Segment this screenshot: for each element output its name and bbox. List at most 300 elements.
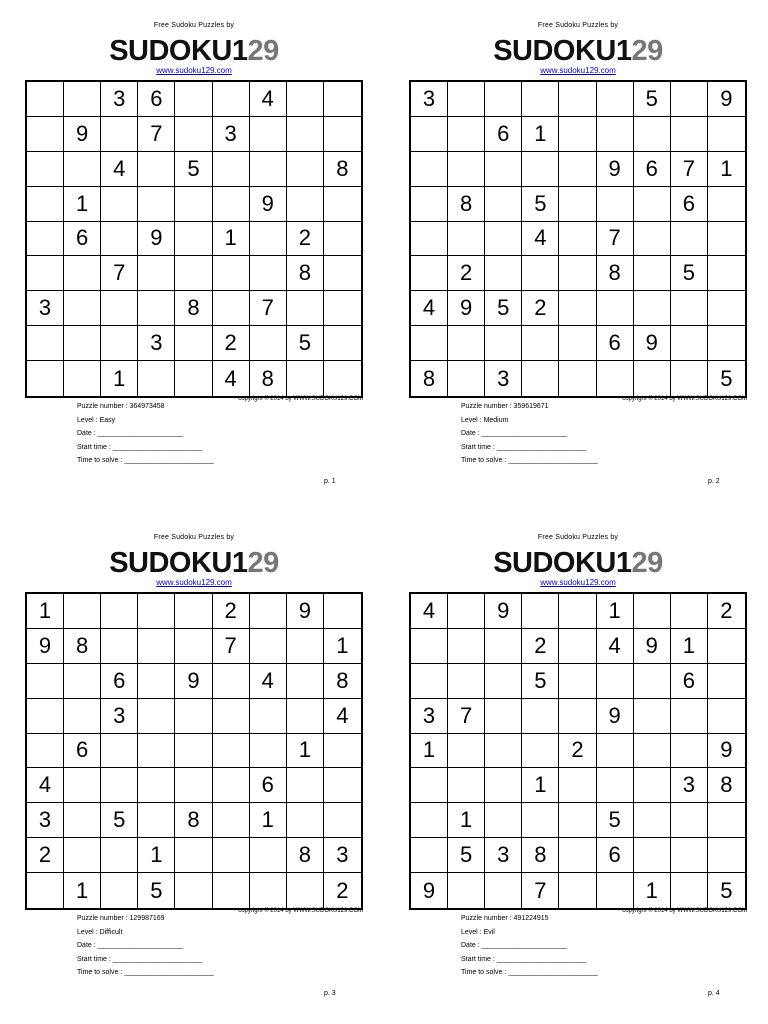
sudoku-cell[interactable] — [411, 222, 448, 257]
sudoku-cell[interactable] — [522, 82, 559, 117]
sudoku-cell[interactable]: 5 — [671, 256, 708, 291]
sudoku-cell[interactable] — [522, 803, 559, 838]
sudoku-cell[interactable] — [708, 222, 745, 257]
sudoku-cell[interactable]: 8 — [448, 187, 485, 222]
sudoku-cell[interactable] — [448, 222, 485, 257]
sudoku-cell[interactable] — [250, 152, 287, 187]
sudoku-cell[interactable] — [324, 256, 361, 291]
sudoku-cell[interactable]: 1 — [213, 222, 250, 257]
sudoku-cell[interactable] — [634, 117, 671, 152]
sudoku-cell[interactable]: 2 — [522, 291, 559, 326]
sudoku-cell[interactable]: 9 — [708, 82, 745, 117]
sudoku-cell[interactable] — [634, 594, 671, 629]
sudoku-cell[interactable] — [64, 361, 101, 396]
sudoku-cell[interactable]: 7 — [448, 699, 485, 734]
sudoku-cell[interactable] — [708, 291, 745, 326]
sudoku-cell[interactable] — [138, 291, 175, 326]
sudoku-cell[interactable] — [287, 361, 324, 396]
sudoku-cell[interactable] — [708, 187, 745, 222]
sudoku-cell[interactable] — [485, 152, 522, 187]
sudoku-cell[interactable] — [634, 699, 671, 734]
sudoku-cell[interactable]: 9 — [411, 873, 448, 908]
sudoku-cell[interactable]: 9 — [287, 594, 324, 629]
sudoku-cell[interactable]: 5 — [597, 803, 634, 838]
sudoku-cell[interactable] — [27, 256, 64, 291]
sudoku-cell[interactable] — [708, 838, 745, 873]
sudoku-cell[interactable]: 5 — [720, 365, 733, 391]
sudoku-cell[interactable] — [175, 187, 212, 222]
sudoku-cell[interactable] — [27, 326, 64, 361]
sudoku-cell[interactable] — [411, 629, 448, 664]
sudoku-cell[interactable]: 7 — [213, 629, 250, 664]
sudoku-cell[interactable] — [597, 734, 634, 769]
sudoku-cell[interactable] — [671, 734, 708, 769]
sudoku-cell[interactable] — [522, 326, 559, 361]
sudoku-cell[interactable] — [101, 629, 138, 664]
sudoku-cell[interactable] — [250, 699, 287, 734]
sudoku-cell[interactable] — [559, 291, 596, 326]
sudoku-cell[interactable] — [64, 664, 101, 699]
sudoku-cell[interactable]: 2 — [336, 877, 349, 903]
sudoku-cell[interactable]: 8 — [411, 361, 448, 396]
sudoku-cell[interactable] — [671, 803, 708, 838]
sudoku-cell[interactable]: 6 — [634, 152, 671, 187]
sudoku-cell[interactable]: 3 — [485, 838, 522, 873]
sudoku-cell[interactable]: 9 — [597, 152, 634, 187]
sudoku-cell[interactable] — [138, 768, 175, 803]
sudoku-cell[interactable] — [324, 734, 361, 769]
sudoku-cell[interactable] — [324, 361, 361, 396]
sudoku-cell[interactable] — [634, 838, 671, 873]
sudoku-cell[interactable] — [411, 152, 448, 187]
sudoku-cell[interactable] — [448, 117, 485, 152]
sudoku-cell[interactable] — [138, 803, 175, 838]
sudoku-cell[interactable]: 4 — [411, 594, 448, 629]
sudoku-cell[interactable] — [27, 699, 64, 734]
sudoku-cell[interactable]: 9 — [634, 629, 671, 664]
sudoku-cell[interactable] — [64, 699, 101, 734]
sudoku-cell[interactable] — [559, 699, 596, 734]
sudoku-cell[interactable] — [448, 873, 485, 908]
sudoku-cell[interactable] — [27, 361, 64, 396]
sudoku-cell[interactable]: 4 — [101, 152, 138, 187]
sudoku-cell[interactable] — [250, 629, 287, 664]
sudoku-cell[interactable]: 9 — [175, 664, 212, 699]
sudoku-cell[interactable] — [634, 187, 671, 222]
sudoku-cell[interactable]: 1 — [64, 873, 101, 908]
sudoku-cell[interactable] — [138, 187, 175, 222]
sudoku-cell[interactable] — [559, 361, 596, 396]
sudoku-cell[interactable]: 1 — [324, 629, 361, 664]
sudoku-cell[interactable]: 8 — [708, 768, 745, 803]
sudoku-cell[interactable]: 5 — [522, 187, 559, 222]
sudoku-cell[interactable]: 1 — [287, 734, 324, 769]
sudoku-cell[interactable]: 2 — [287, 222, 324, 257]
sudoku-cell[interactable] — [213, 152, 250, 187]
sudoku-cell[interactable]: 1 — [250, 803, 287, 838]
sudoku-cell[interactable] — [175, 873, 212, 908]
sudoku-cell[interactable] — [324, 187, 361, 222]
sudoku-cell[interactable] — [411, 768, 448, 803]
sudoku-cell[interactable] — [559, 187, 596, 222]
sudoku-cell[interactable] — [27, 734, 64, 769]
sudoku-cell[interactable]: 8 — [597, 256, 634, 291]
sudoku-cell[interactable]: 1 — [671, 629, 708, 664]
sudoku-cell[interactable]: 8 — [175, 291, 212, 326]
sudoku-cell[interactable]: 4 — [27, 768, 64, 803]
sudoku-cell[interactable] — [671, 326, 708, 361]
sudoku-cell[interactable]: 3 — [138, 326, 175, 361]
sudoku-cell[interactable]: 6 — [485, 117, 522, 152]
website-link[interactable]: www.sudoku129.com — [156, 66, 232, 75]
sudoku-cell[interactable]: 8 — [64, 629, 101, 664]
sudoku-cell[interactable]: 3 — [27, 291, 64, 326]
sudoku-cell[interactable] — [411, 117, 448, 152]
sudoku-cell[interactable]: 1 — [634, 873, 671, 908]
sudoku-cell[interactable] — [559, 256, 596, 291]
sudoku-cell[interactable]: 9 — [597, 699, 634, 734]
sudoku-cell[interactable]: 8 — [287, 256, 324, 291]
sudoku-cell[interactable]: 4 — [213, 361, 250, 396]
sudoku-cell[interactable]: 2 — [27, 838, 64, 873]
sudoku-cell[interactable]: 2 — [708, 594, 745, 629]
sudoku-cell[interactable] — [138, 664, 175, 699]
sudoku-cell[interactable]: 1 — [101, 361, 138, 396]
sudoku-cell[interactable]: 9 — [27, 629, 64, 664]
sudoku-cell[interactable]: 3 — [671, 768, 708, 803]
sudoku-cell[interactable]: 1 — [64, 187, 101, 222]
sudoku-cell[interactable] — [250, 734, 287, 769]
sudoku-cell[interactable]: 1 — [522, 117, 559, 152]
sudoku-cell[interactable] — [101, 768, 138, 803]
sudoku-cell[interactable]: 1 — [27, 594, 64, 629]
sudoku-cell[interactable] — [448, 629, 485, 664]
sudoku-cell[interactable]: 6 — [597, 838, 634, 873]
sudoku-cell[interactable] — [138, 594, 175, 629]
sudoku-cell[interactable]: 9 — [64, 117, 101, 152]
sudoku-cell[interactable] — [287, 291, 324, 326]
sudoku-cell[interactable] — [448, 361, 485, 396]
sudoku-cell[interactable] — [287, 629, 324, 664]
sudoku-cell[interactable]: 1 — [522, 768, 559, 803]
sudoku-cell[interactable] — [27, 187, 64, 222]
sudoku-cell[interactable]: 5 — [287, 326, 324, 361]
sudoku-cell[interactable] — [485, 873, 522, 908]
sudoku-cell[interactable]: 4 — [597, 629, 634, 664]
sudoku-cell[interactable] — [64, 152, 101, 187]
sudoku-cell[interactable] — [559, 82, 596, 117]
sudoku-cell[interactable]: 9 — [634, 326, 671, 361]
sudoku-cell[interactable]: 5 — [485, 291, 522, 326]
sudoku-cell[interactable] — [138, 152, 175, 187]
sudoku-cell[interactable]: 6 — [138, 82, 175, 117]
sudoku-cell[interactable] — [101, 838, 138, 873]
sudoku-cell[interactable] — [522, 361, 559, 396]
sudoku-cell[interactable]: 1 — [138, 838, 175, 873]
sudoku-cell[interactable] — [671, 291, 708, 326]
sudoku-cell[interactable] — [138, 629, 175, 664]
sudoku-cell[interactable]: 4 — [324, 699, 361, 734]
sudoku-cell[interactable] — [522, 594, 559, 629]
sudoku-cell[interactable] — [64, 838, 101, 873]
sudoku-cell[interactable] — [27, 873, 64, 908]
website-link[interactable]: www.sudoku129.com — [540, 66, 616, 75]
sudoku-cell[interactable] — [485, 699, 522, 734]
sudoku-cell[interactable] — [287, 82, 324, 117]
sudoku-cell[interactable] — [671, 361, 708, 396]
sudoku-cell[interactable] — [324, 326, 361, 361]
sudoku-cell[interactable] — [485, 222, 522, 257]
sudoku-cell[interactable] — [287, 803, 324, 838]
sudoku-cell[interactable] — [559, 326, 596, 361]
sudoku-cell[interactable] — [597, 187, 634, 222]
sudoku-cell[interactable] — [213, 838, 250, 873]
sudoku-cell[interactable]: 3 — [101, 699, 138, 734]
sudoku-cell[interactable] — [634, 361, 671, 396]
sudoku-cell[interactable] — [485, 82, 522, 117]
sudoku-cell[interactable] — [27, 222, 64, 257]
sudoku-cell[interactable] — [671, 699, 708, 734]
sudoku-cell[interactable] — [708, 699, 745, 734]
sudoku-cell[interactable] — [287, 873, 324, 908]
sudoku-cell[interactable] — [559, 222, 596, 257]
sudoku-cell[interactable]: 9 — [708, 734, 745, 769]
sudoku-cell[interactable]: 3 — [27, 803, 64, 838]
sudoku-cell[interactable]: 2 — [522, 629, 559, 664]
sudoku-cell[interactable] — [485, 664, 522, 699]
sudoku-cell[interactable] — [213, 734, 250, 769]
sudoku-cell[interactable] — [287, 768, 324, 803]
sudoku-cell[interactable]: 4 — [250, 82, 287, 117]
sudoku-cell[interactable] — [559, 838, 596, 873]
sudoku-cell[interactable] — [411, 664, 448, 699]
sudoku-cell[interactable] — [213, 82, 250, 117]
sudoku-cell[interactable] — [213, 803, 250, 838]
sudoku-cell[interactable] — [27, 82, 64, 117]
sudoku-cell[interactable] — [708, 326, 745, 361]
sudoku-cell[interactable] — [597, 768, 634, 803]
sudoku-cell[interactable] — [64, 82, 101, 117]
sudoku-cell[interactable]: 8 — [175, 803, 212, 838]
sudoku-cell[interactable]: 8 — [324, 152, 361, 187]
sudoku-cell[interactable] — [250, 326, 287, 361]
sudoku-cell[interactable] — [708, 629, 745, 664]
sudoku-cell[interactable] — [101, 222, 138, 257]
sudoku-cell[interactable] — [324, 803, 361, 838]
sudoku-cell[interactable] — [175, 82, 212, 117]
sudoku-cell[interactable] — [213, 291, 250, 326]
sudoku-cell[interactable] — [138, 699, 175, 734]
sudoku-cell[interactable]: 5 — [720, 877, 733, 903]
sudoku-cell[interactable] — [175, 768, 212, 803]
sudoku-cell[interactable] — [634, 803, 671, 838]
sudoku-cell[interactable]: 6 — [671, 187, 708, 222]
sudoku-cell[interactable] — [559, 629, 596, 664]
sudoku-cell[interactable] — [138, 361, 175, 396]
sudoku-cell[interactable] — [411, 256, 448, 291]
sudoku-cell[interactable]: 6 — [64, 222, 101, 257]
sudoku-cell[interactable] — [101, 187, 138, 222]
sudoku-cell[interactable] — [287, 152, 324, 187]
sudoku-cell[interactable] — [324, 768, 361, 803]
sudoku-cell[interactable] — [485, 803, 522, 838]
sudoku-cell[interactable]: 5 — [634, 82, 671, 117]
sudoku-cell[interactable] — [213, 699, 250, 734]
sudoku-cell[interactable]: 5 — [522, 664, 559, 699]
sudoku-cell[interactable]: 9 — [250, 187, 287, 222]
sudoku-cell[interactable]: 7 — [597, 222, 634, 257]
sudoku-cell[interactable] — [101, 326, 138, 361]
sudoku-cell[interactable]: 8 — [250, 361, 287, 396]
sudoku-cell[interactable]: 9 — [485, 594, 522, 629]
sudoku-cell[interactable] — [708, 803, 745, 838]
sudoku-cell[interactable] — [175, 838, 212, 873]
sudoku-cell[interactable] — [175, 361, 212, 396]
sudoku-cell[interactable]: 1 — [708, 152, 745, 187]
sudoku-cell[interactable] — [213, 664, 250, 699]
sudoku-cell[interactable] — [522, 152, 559, 187]
sudoku-cell[interactable]: 5 — [138, 873, 175, 908]
sudoku-cell[interactable] — [597, 873, 634, 908]
sudoku-cell[interactable]: 2 — [213, 326, 250, 361]
sudoku-cell[interactable] — [213, 187, 250, 222]
sudoku-cell[interactable] — [64, 768, 101, 803]
sudoku-cell[interactable] — [138, 734, 175, 769]
sudoku-cell[interactable] — [522, 699, 559, 734]
sudoku-cell[interactable] — [448, 152, 485, 187]
sudoku-cell[interactable]: 1 — [411, 734, 448, 769]
sudoku-cell[interactable] — [597, 117, 634, 152]
sudoku-cell[interactable] — [175, 222, 212, 257]
sudoku-cell[interactable]: 8 — [522, 838, 559, 873]
sudoku-cell[interactable] — [708, 664, 745, 699]
sudoku-cell[interactable] — [64, 326, 101, 361]
sudoku-cell[interactable]: 4 — [522, 222, 559, 257]
sudoku-cell[interactable]: 7 — [522, 873, 559, 908]
sudoku-cell[interactable]: 7 — [138, 117, 175, 152]
sudoku-cell[interactable] — [324, 594, 361, 629]
sudoku-cell[interactable] — [634, 291, 671, 326]
sudoku-cell[interactable] — [448, 768, 485, 803]
sudoku-cell[interactable] — [522, 734, 559, 769]
sudoku-cell[interactable]: 3 — [411, 82, 448, 117]
sudoku-cell[interactable]: 7 — [250, 291, 287, 326]
sudoku-cell[interactable] — [411, 803, 448, 838]
sudoku-cell[interactable] — [597, 82, 634, 117]
sudoku-cell[interactable]: 6 — [101, 664, 138, 699]
sudoku-cell[interactable] — [485, 629, 522, 664]
sudoku-cell[interactable] — [64, 594, 101, 629]
sudoku-cell[interactable] — [671, 117, 708, 152]
sudoku-cell[interactable] — [485, 734, 522, 769]
sudoku-cell[interactable] — [485, 256, 522, 291]
sudoku-cell[interactable] — [485, 187, 522, 222]
sudoku-cell[interactable]: 6 — [597, 326, 634, 361]
sudoku-cell[interactable]: 3 — [324, 838, 361, 873]
sudoku-cell[interactable]: 3 — [411, 699, 448, 734]
sudoku-cell[interactable] — [175, 117, 212, 152]
sudoku-cell[interactable] — [101, 873, 138, 908]
sudoku-cell[interactable] — [175, 629, 212, 664]
sudoku-cell[interactable]: 2 — [559, 734, 596, 769]
sudoku-cell[interactable] — [287, 187, 324, 222]
sudoku-cell[interactable]: 6 — [250, 768, 287, 803]
sudoku-cell[interactable] — [634, 664, 671, 699]
sudoku-cell[interactable] — [64, 291, 101, 326]
sudoku-cell[interactable]: 6 — [671, 664, 708, 699]
sudoku-cell[interactable] — [250, 222, 287, 257]
sudoku-cell[interactable] — [101, 594, 138, 629]
sudoku-cell[interactable] — [27, 664, 64, 699]
sudoku-cell[interactable]: 3 — [213, 117, 250, 152]
sudoku-cell[interactable]: 5 — [175, 152, 212, 187]
sudoku-cell[interactable] — [175, 256, 212, 291]
sudoku-cell[interactable] — [250, 838, 287, 873]
sudoku-cell[interactable] — [101, 117, 138, 152]
sudoku-cell[interactable] — [411, 838, 448, 873]
sudoku-cell[interactable]: 4 — [250, 664, 287, 699]
sudoku-cell[interactable]: 2 — [448, 256, 485, 291]
sudoku-cell[interactable] — [250, 873, 287, 908]
sudoku-cell[interactable] — [411, 187, 448, 222]
sudoku-cell[interactable] — [448, 734, 485, 769]
sudoku-cell[interactable] — [559, 594, 596, 629]
sudoku-cell[interactable]: 1 — [448, 803, 485, 838]
sudoku-cell[interactable] — [634, 768, 671, 803]
sudoku-cell[interactable] — [559, 803, 596, 838]
sudoku-cell[interactable] — [287, 699, 324, 734]
sudoku-cell[interactable]: 3 — [485, 361, 522, 396]
sudoku-cell[interactable] — [485, 326, 522, 361]
sudoku-cell[interactable] — [411, 326, 448, 361]
sudoku-cell[interactable]: 5 — [101, 803, 138, 838]
sudoku-cell[interactable] — [559, 768, 596, 803]
sudoku-cell[interactable] — [671, 873, 708, 908]
sudoku-cell[interactable] — [287, 117, 324, 152]
sudoku-cell[interactable] — [138, 256, 175, 291]
sudoku-cell[interactable] — [175, 594, 212, 629]
sudoku-cell[interactable] — [559, 664, 596, 699]
sudoku-cell[interactable] — [634, 222, 671, 257]
sudoku-cell[interactable] — [324, 82, 361, 117]
sudoku-cell[interactable]: 7 — [101, 256, 138, 291]
sudoku-cell[interactable] — [175, 734, 212, 769]
sudoku-cell[interactable]: 8 — [287, 838, 324, 873]
sudoku-cell[interactable] — [671, 838, 708, 873]
sudoku-cell[interactable] — [559, 873, 596, 908]
sudoku-cell[interactable] — [250, 256, 287, 291]
sudoku-cell[interactable] — [250, 594, 287, 629]
sudoku-cell[interactable]: 3 — [101, 82, 138, 117]
sudoku-cell[interactable] — [634, 734, 671, 769]
sudoku-cell[interactable] — [559, 117, 596, 152]
sudoku-cell[interactable] — [448, 326, 485, 361]
sudoku-cell[interactable]: 9 — [448, 291, 485, 326]
sudoku-cell[interactable]: 7 — [671, 152, 708, 187]
sudoku-cell[interactable] — [597, 361, 634, 396]
website-link[interactable]: www.sudoku129.com — [540, 578, 616, 587]
sudoku-cell[interactable] — [175, 699, 212, 734]
sudoku-cell[interactable] — [634, 256, 671, 291]
sudoku-cell[interactable] — [101, 291, 138, 326]
sudoku-cell[interactable] — [559, 152, 596, 187]
sudoku-cell[interactable] — [324, 291, 361, 326]
sudoku-cell[interactable] — [485, 768, 522, 803]
sudoku-cell[interactable] — [671, 594, 708, 629]
sudoku-cell[interactable] — [101, 734, 138, 769]
sudoku-cell[interactable] — [213, 768, 250, 803]
sudoku-cell[interactable] — [448, 82, 485, 117]
